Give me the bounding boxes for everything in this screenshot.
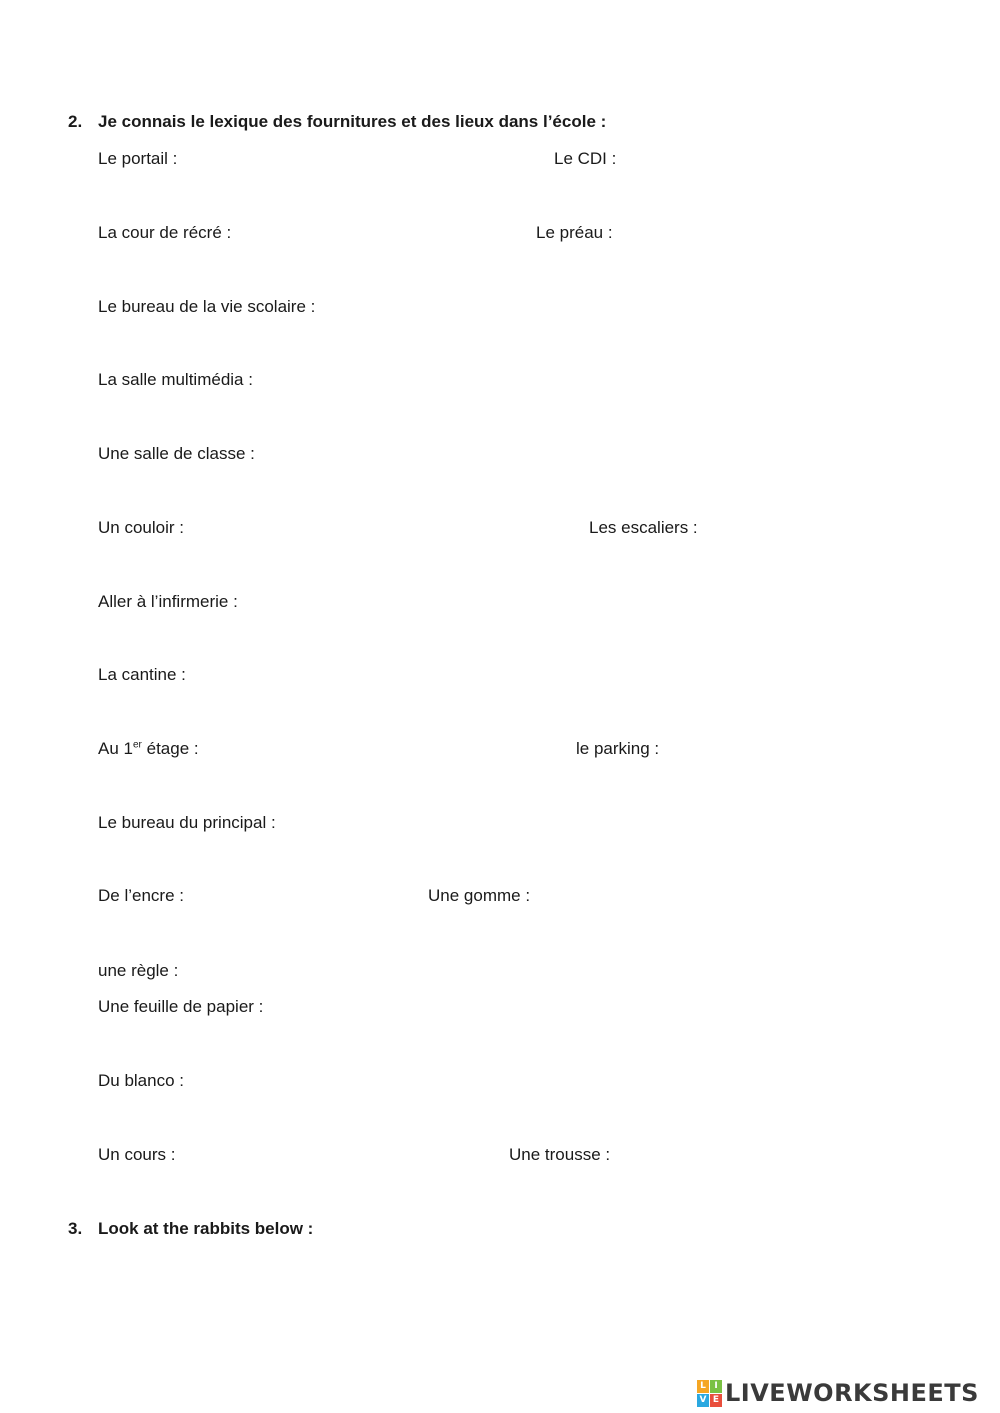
section-3-number: 3.: [68, 1219, 83, 1238]
etage-suffix: étage :: [141, 739, 199, 758]
etage-prefix: Au 1: [98, 739, 133, 758]
label-parking: le parking :: [576, 739, 660, 758]
label-salle-de-classe: Une salle de classe :: [98, 444, 255, 463]
label-premier-etage: [98, 739, 199, 759]
label-cdi: Le CDI :: [554, 149, 617, 168]
label-preau: Le préau :: [536, 223, 613, 242]
section-3-heading: [68, 1219, 313, 1239]
liveworksheets-logo[interactable]: [697, 1378, 979, 1408]
etage-superscript: er: [132, 739, 142, 751]
label-encre: De l’encre :: [98, 886, 184, 905]
section-3-title: Look at the rabbits below :: [98, 1219, 314, 1238]
label-cantine: La cantine :: [98, 665, 186, 684]
label-escaliers: Les escaliers :: [589, 518, 698, 537]
label-regle: une règle :: [98, 961, 179, 980]
label-feuille: Une feuille de papier :: [98, 997, 264, 1016]
liveworksheets-logo-text: LIVEWORKSHEETS: [725, 1379, 979, 1407]
label-cours: Un cours :: [98, 1145, 176, 1164]
label-salle-multimedia: La salle multimédia :: [98, 370, 253, 389]
section-2-heading: [68, 112, 606, 132]
section-2-title: Je connais le lexique des fournitures et des lieux dans l’école :: [98, 112, 607, 131]
section-2-number: 2.: [68, 112, 83, 131]
label-blanco: Du blanco :: [98, 1071, 184, 1090]
label-bureau-principal: Le bureau du principal :: [98, 813, 276, 832]
label-trousse: Une trousse :: [509, 1145, 611, 1164]
liveworksheets-logo-icon: [697, 1380, 722, 1407]
logo-letter-e: E: [710, 1394, 722, 1407]
label-bureau-vie-scolaire: Le bureau de la vie scolaire :: [98, 297, 316, 316]
label-couloir: Un couloir :: [98, 518, 184, 537]
label-cour: La cour de récré :: [98, 223, 232, 242]
logo-letter-l: L: [697, 1380, 709, 1393]
label-gomme: Une gomme :: [428, 886, 531, 905]
logo-letter-v: V: [697, 1394, 709, 1407]
label-portail: Le portail :: [98, 149, 178, 168]
logo-letter-i: I: [710, 1380, 722, 1393]
label-infirmerie: Aller à l’infirmerie :: [98, 592, 238, 611]
